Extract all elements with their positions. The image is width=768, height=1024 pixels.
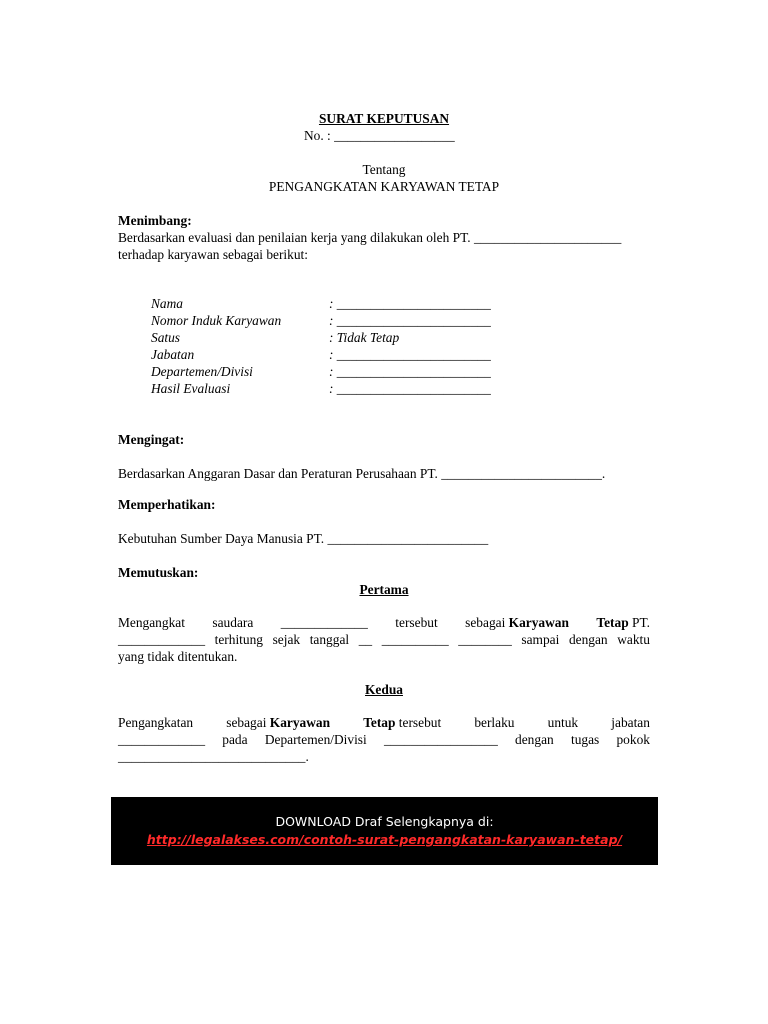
word: pokok <box>616 732 650 747</box>
field-value-departemen: : _______________________ <box>329 364 491 379</box>
tetap-emphasis: Tetap <box>363 715 396 730</box>
word: sampai <box>521 632 560 647</box>
word: waktu <box>617 632 650 647</box>
memperhatikan-heading: Memperhatikan: <box>118 497 216 512</box>
memperhatikan-text: Kebutuhan Sumber Daya Manusia PT. ________________________ <box>118 531 489 546</box>
word: tugas <box>570 732 600 747</box>
karyawan-emphasis: Karyawan <box>508 615 569 630</box>
blank: _____________ <box>118 632 206 647</box>
word: Departemen/Divisi <box>264 732 367 747</box>
tetap-emphasis: Tetap <box>596 615 629 630</box>
word: untuk <box>547 715 579 730</box>
word: sejak <box>272 632 301 647</box>
pertama-title: Pertama <box>359 582 409 597</box>
word: saudara <box>212 615 254 630</box>
word: dengan <box>568 632 608 647</box>
field-value-jabatan: : _______________________ <box>329 347 491 362</box>
word: Mengangkat <box>118 615 185 630</box>
memutuskan-heading: Memutuskan: <box>118 565 199 580</box>
word: PT. <box>632 615 650 630</box>
document-number: No. : __________________ <box>304 128 455 143</box>
word: sebagai <box>226 715 267 730</box>
kedua-line-1 <box>118 714 650 731</box>
blank: _________________ <box>383 732 498 747</box>
field-label-nama: Nama <box>151 296 183 311</box>
field-value-nik: : _______________________ <box>329 313 491 328</box>
word: berlaku <box>474 715 515 730</box>
kedua-line-3: ____________________________. <box>118 749 309 764</box>
blank: ________ <box>458 632 512 647</box>
mengingat-heading: Mengingat: <box>118 432 185 447</box>
mengingat-text: Berdasarkan Anggaran Dasar dan Peraturan Perusahaan PT. ________________________. <box>118 466 606 481</box>
about-label: Tentang <box>362 162 406 177</box>
menimbang-line-1: Berdasarkan evaluasi dan penilaian kerja yang dilakukan oleh PT. ______________________ <box>118 230 622 245</box>
field-label-nik: Nomor Induk Karyawan <box>151 313 282 328</box>
field-value-nama: : _______________________ <box>329 296 491 311</box>
blank: _____________ <box>280 615 368 630</box>
word: dengan <box>515 732 554 747</box>
word: tersebut <box>398 715 442 730</box>
word: sebagai <box>465 615 506 630</box>
blank: __ <box>358 632 373 647</box>
pertama-line-3: yang tidak ditentukan. <box>118 649 238 664</box>
download-banner-title: DOWNLOAD Draf Selengkapnya di: <box>275 814 494 829</box>
document-subject: PENGANGKATAN KARYAWAN TETAP <box>268 179 500 194</box>
download-banner <box>111 797 658 865</box>
kedua-line-2 <box>118 731 650 748</box>
kedua-title: Kedua <box>365 682 403 697</box>
karyawan-emphasis: Karyawan <box>269 715 331 730</box>
field-label-hasil-evaluasi: Hasil Evaluasi <box>151 381 231 396</box>
document-title: SURAT KEPUTUSAN <box>318 111 450 126</box>
word: jabatan <box>611 715 650 730</box>
word: Pengangkatan <box>118 715 194 730</box>
field-label-status: Satus <box>151 330 181 345</box>
field-label-departemen: Departemen/Divisi <box>151 364 253 379</box>
field-label-jabatan: Jabatan <box>151 347 195 362</box>
menimbang-line-2: terhadap karyawan sebagai berikut: <box>118 247 308 262</box>
word: terhitung <box>214 632 263 647</box>
word: tersebut <box>395 615 438 630</box>
field-value-status: : Tidak Tetap <box>329 330 400 345</box>
menimbang-heading: Menimbang: <box>118 213 192 228</box>
blank: __________ <box>381 632 449 647</box>
word: tanggal <box>309 632 350 647</box>
pertama-line-2 <box>118 631 650 648</box>
pertama-line-1 <box>118 614 650 631</box>
download-link[interactable]: http://legalakses.com/contoh-surat-pengangkatan-karyawan-tetap/ <box>146 832 623 847</box>
word: pada <box>222 732 248 747</box>
field-value-hasil-evaluasi: : _______________________ <box>329 381 491 396</box>
blank: _____________ <box>118 732 206 747</box>
